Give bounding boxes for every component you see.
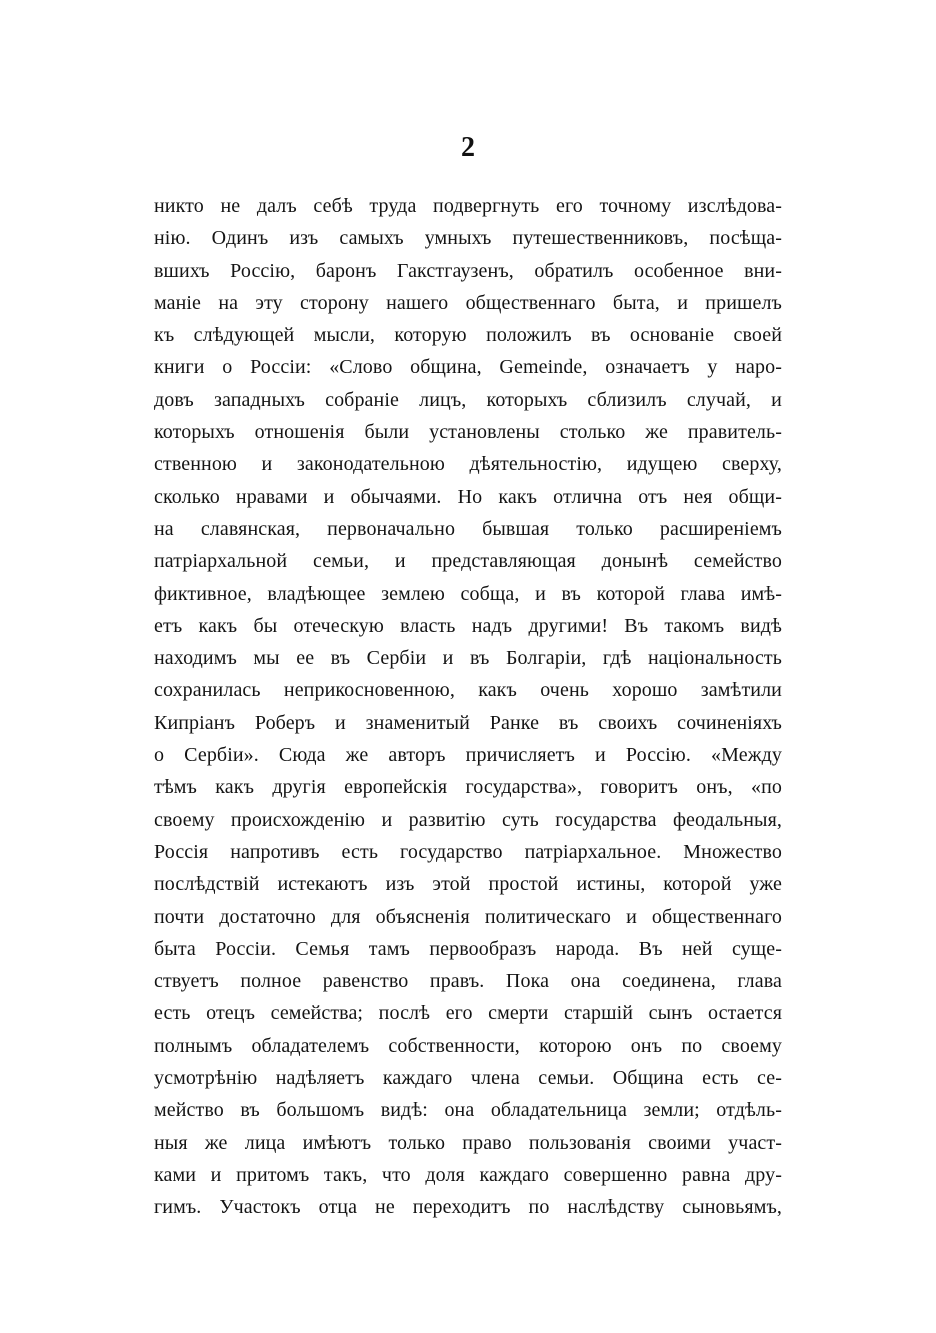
text-line: мейство въ большомъ видѣ: она обладательница земли; отдѣль- bbox=[154, 1099, 782, 1122]
text-line: быта Россіи. Семья тамъ первообразъ народа. Въ ней суще- bbox=[154, 937, 782, 960]
text-line: о Сербіи». Сюда же авторъ причисляетъ и Россію. «Между bbox=[154, 744, 782, 767]
text-line: есть отецъ семейства; послѣ его смерти старшій сынъ остается bbox=[154, 1002, 782, 1025]
text-line: книги о Россіи: «Слово община, Gemeinde, означаетъ у наро- bbox=[154, 356, 782, 379]
text-line: ныя же лица имѣютъ только право пользованія своими участ- bbox=[154, 1131, 782, 1154]
text-line: усмотрѣнію надѣляетъ каждаго члена семьи. Община есть се- bbox=[154, 1067, 782, 1090]
page-number: 2 bbox=[461, 132, 475, 163]
body-text bbox=[154, 190, 782, 1224]
text-line: гимъ. Участокъ отца не переходитъ по наслѣдству сыновьямъ, bbox=[154, 1196, 782, 1219]
text-line: сколько нравами и обычаями. Но какъ отлична отъ нея общи- bbox=[154, 485, 782, 508]
text-line: маніе на эту сторону нашего общественнаго быта, и пришелъ bbox=[154, 291, 782, 314]
text-line: нію. Одинъ изъ самыхъ умныхъ путешественниковъ, посѣща- bbox=[154, 227, 782, 250]
text-line: вшихъ Россію, баронъ Гакстгаузенъ, обратилъ особенное вни- bbox=[154, 259, 782, 282]
text-line: етъ какъ бы отеческую власть надъ другими! Въ такомъ видѣ bbox=[154, 614, 782, 637]
text-line: находимъ мы ее въ Сербіи и въ Болгаріи, гдѣ національность bbox=[154, 647, 782, 670]
text-line: послѣдствій истекаютъ изъ этой простой истины, которой уже bbox=[154, 873, 782, 896]
text-line: на славянская, первоначально бывшая только расширеніемъ bbox=[154, 517, 782, 540]
text-line: Россія напротивъ есть государство патріархальное. Множество bbox=[154, 840, 782, 863]
text-line: которыхъ отношенія были установлены столько же правитель- bbox=[154, 421, 782, 444]
text-line: сохранилась неприкосновенною, какъ очень хорошо замѣтили bbox=[154, 679, 782, 702]
text-line: ствуетъ полное равенство правъ. Пока она соединена, глава bbox=[154, 970, 782, 993]
text-line: тѣмъ какъ другія европейскія государства», говоритъ онъ, «по bbox=[154, 776, 782, 799]
text-line: довъ западныхъ собраніе лицъ, которыхъ сблизилъ случай, и bbox=[154, 388, 782, 411]
text-line: ственною и законодательною дѣятельностію, идущею сверху, bbox=[154, 453, 782, 476]
text-line: къ слѣдующей мысли, которую положилъ въ основаніе своей bbox=[154, 324, 782, 347]
text-line: никто не далъ себѣ труда подвергнуть его точному изслѣдова- bbox=[154, 195, 782, 217]
text-line: ками и притомъ такъ, что доля каждаго совершенно равна дру- bbox=[154, 1163, 782, 1186]
text-line: фиктивное, владѣющее землею собща, и въ которой глава имѣ- bbox=[154, 582, 782, 605]
text-line: патріархальной семьи, и представляющая донынѣ семейство bbox=[154, 550, 782, 573]
text-line: почти достаточно для объясненія политическаго и общественнаго bbox=[154, 905, 782, 928]
text-line: Кипріанъ Роберъ и знаменитый Ранке въ своихъ сочиненіяхъ bbox=[154, 711, 782, 734]
text-line: полнымъ обладателемъ собственности, которою онъ по своему bbox=[154, 1034, 782, 1057]
text-line: своему происхожденію и развитію суть государства феодальныя, bbox=[154, 808, 782, 831]
